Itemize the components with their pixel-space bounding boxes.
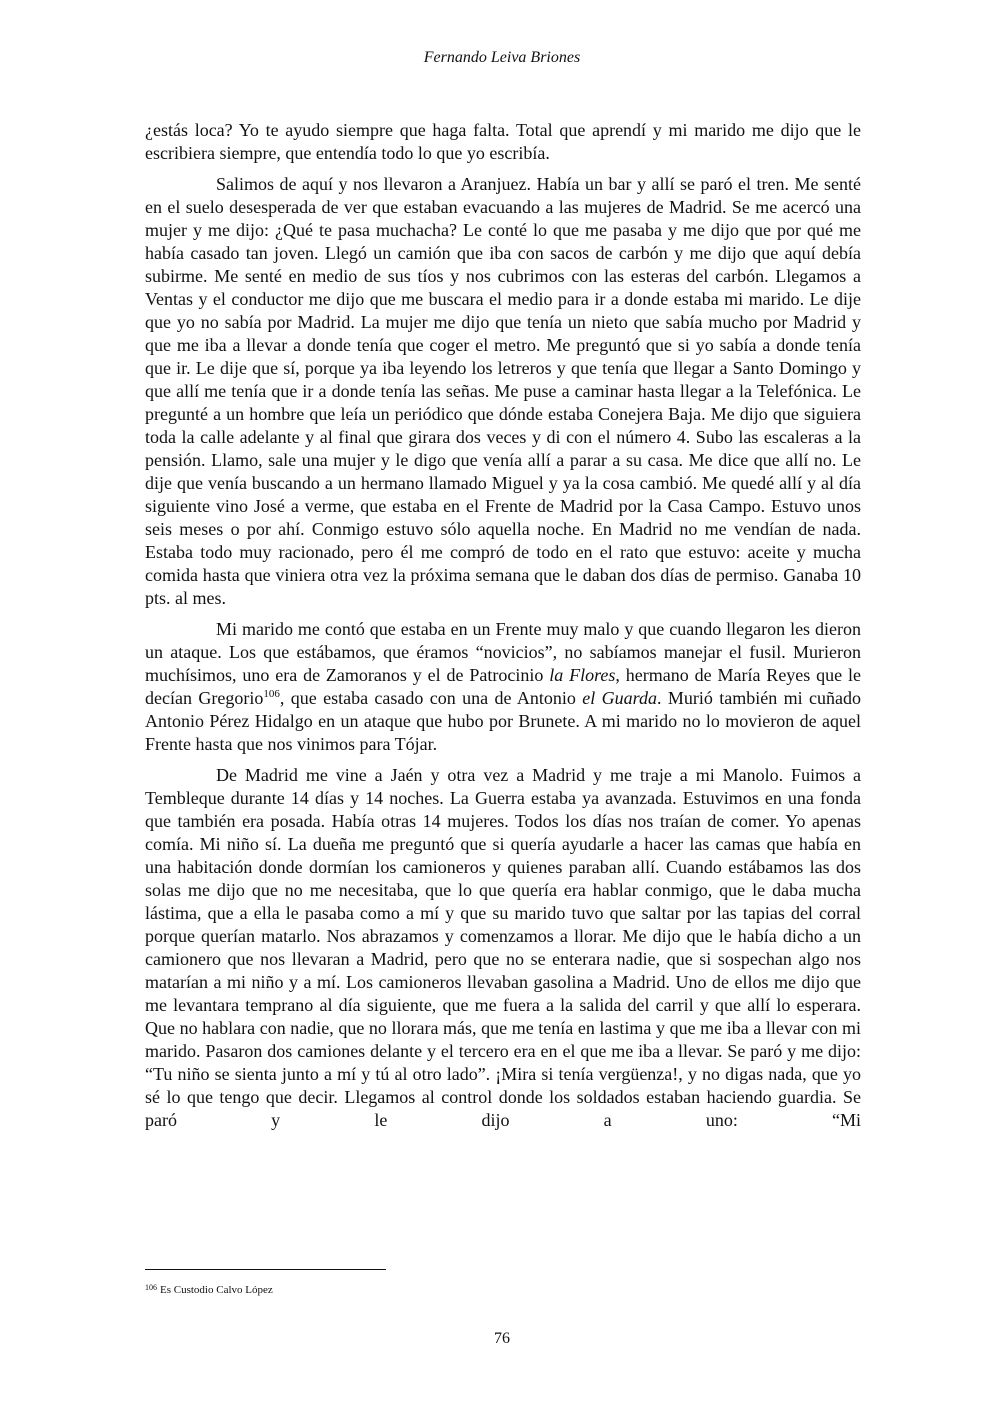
footnote-divider bbox=[145, 1269, 386, 1270]
text-run: Salimos de aquí y nos llevaron a Aranjuez. Había un bar y allí se paró el tren. Me senté en el suelo desesperada de ver que estaban evacuando a las mujeres de Madrid. Se me acercó una mujer y me dijo: ¿Qué te pasa muchacha? Le conté lo que me pasaba y me dijo que por qué me había casado tan joven. Llegó un camión que iba con sacos de carbón y me dijo que aquí debía subirme. Me senté en medio de sus tíos y nos cubrimos con las esteras del carbón. Llegamos a Ventas y el conductor me dijo que me buscara el medio para ir a donde estaba mi marido. Le dije que yo no sabía por Madrid. La mujer me dijo que tenía un nieto que sabía mucho por Madrid y que me iba a llevar a donde tenía que coger el metro. Me preguntó que si yo sabía a donde tenía que ir. Le dije que sí, porque ya iba leyendo los letreros y que tenía que llegar a Santo Domingo y que allí me tenía que ir a donde tenía las señas. Me puse a caminar hasta llegar a la Telefónica. Le pregunté a un hombre que leía un periódico que dónde estaba Conejera Baja. Me dijo que siguiera toda la calle adelante y al final que girara dos veces y di con el número 4. Subo las escaleras a la pensión. Llamo, sale una mujer y le digo que venía allí a parar a su casa. Me dice que allí no. Le dije que venía buscando a un hermano llamado Miguel y ya la cosa cambió. Me quedé allí y al día siguiente vino José a verme, que estaba en el Frente de Madrid por la Casa Campo. Estuvo unos seis meses o por ahí. Conmigo estuvo sólo aquella noche. En Madrid no me vendían de nada. Estaba todo muy racionado, pero él me compró de todo en el rato que estuvo: aceite y mucha comida hasta que viniera otra vez la próxima semana que le daban dos días de permiso. Ganaba 10 pts. al mes. bbox=[145, 174, 861, 608]
text-run: . Murió también mi cuñado Antonio Pérez Hidalgo en un ataque que hubo por Brunete. A mi marido no lo movieron de aquel Frente hasta que nos vinimos para Tójar. bbox=[145, 688, 861, 754]
text-run: , hermano de María Reyes que le decían Gregorio bbox=[145, 665, 862, 708]
running-header: Fernando Leiva Briones bbox=[423, 49, 581, 66]
body-text bbox=[145, 119, 861, 1140]
paragraph-2 bbox=[145, 173, 861, 610]
page-number: 76 bbox=[494, 1330, 510, 1347]
text-run: De Madrid me vine a Jaén y otra vez a Madrid y me traje a mi Manolo. Fuimos a Tembleque durante 14 días y 14 noches. La Guerra estaba ya avanzada. Estuvimos en una fonda que también era posada. Había otras 14 mujeres. Todos los días nos traían de comer. Yo apenas comía. Mi niño sí. La dueña me preguntó que si quería ayudarle a hacer las camas que había en una habitación donde dormían los camioneros y quienes paraban allí. Cuando estábamos las dos solas me dijo que no me necesitaba, que lo que quería era hablar conmigo, que le daba mucha lástima, que a ella le pasaba como a mí y que su marido tuvo que saltar por las tapias del corral porque querían matarlo. Nos abrazamos y comenzamos a llorar. Me dijo que le había dicho a un camionero que nos llevaran a Madrid, pero que no se enterara nadie, que si sospechan algo nos matarían a mi niño y a mí. Los camioneros llevaban gasolina a Madrid. Uno de ellos me dijo que me levantara temprano al día siguiente, que me fuera a la salida del carril y que allí lo esperara. Que no hablara con nadie, que no llorara más, que me tenía en lastima y que me iba a llevar con mi marido. Pasaron dos camiones delante y el tercero era en el que me iba a llevar. Se paró y me dijo: “Tu niño se sienta junto a mí y tú al otro lado”. ¡Mira si tenía vergüenza!, y no digas nada, que yo sé lo que tengo que decir. Llegamos al control donde los soldados estaban haciendo guardia. Se paró y le dijo a uno: “Mi bbox=[145, 765, 861, 1130]
footnote-reference: 106 bbox=[263, 688, 280, 700]
text-run: , que estaba casado con una de Antonio bbox=[279, 688, 583, 708]
paragraph-4 bbox=[145, 764, 861, 1132]
italic-run: el Guarda bbox=[582, 688, 658, 708]
paragraph-3 bbox=[145, 618, 861, 756]
italic-run: la Flores bbox=[549, 665, 616, 685]
paragraph-1 bbox=[145, 119, 861, 165]
footnote bbox=[145, 1280, 273, 1298]
footnote-text: Es Custodio Calvo López bbox=[160, 1284, 273, 1296]
footnote-number: 106 bbox=[145, 1283, 157, 1292]
text-run: ¿estás loca? Yo te ayudo siempre que haga falta. Total que aprendí y mi marido me dijo que le escribiera siempre, que entendía todo lo que yo escribía. bbox=[145, 120, 861, 163]
text-run: Mi marido me contó que estaba en un Frente muy malo y que cuando llegaron les dieron un ataque. Los que estábamos, que éramos “novicios”, no sabíamos manejar el fusil. Murieron muchísimos, uno era de Zamoranos y el de Patrocinio bbox=[145, 619, 861, 685]
